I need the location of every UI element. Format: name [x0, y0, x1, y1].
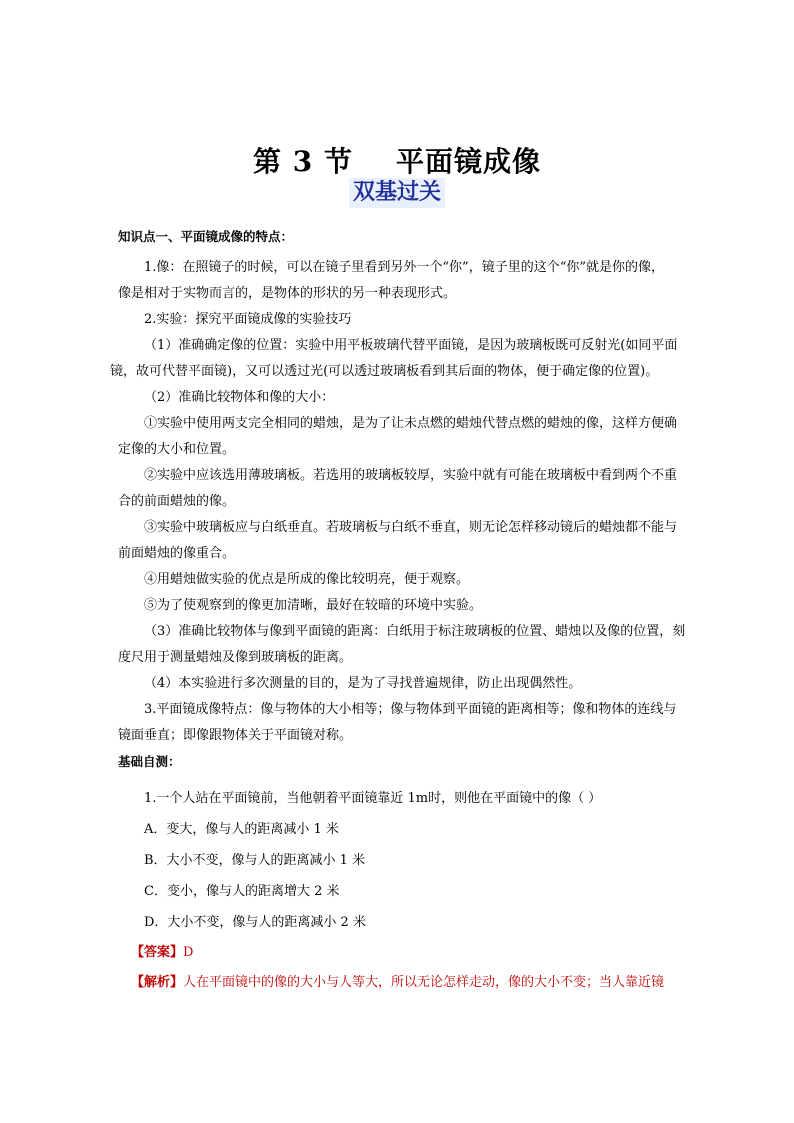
paragraph-1-line-1: 1.像：在照镜子的时候，可以在镜子里看到另外一个“你”，镜子里的这个“你”就是你的像， [144, 260, 664, 275]
answer-line [118, 938, 702, 968]
spacer [118, 775, 702, 783]
paragraph-7-line-2: 前面蜡烛的像重合。 [118, 546, 236, 561]
paragraph-4-line-1: （2）准确比较物体和像的大小： [144, 390, 335, 405]
subtitle-container [0, 178, 794, 208]
spacer [118, 245, 702, 255]
paragraph-5-line-1: ①实验中使用两支完全相同的蜡烛，是为了让未点燃的蜡烛代替点燃的蜡烛的像，这样方便确 [144, 416, 678, 431]
paragraph-3-line-1: （1）准确确定像的位置：实验中用平板玻璃代替平面镜，是因为玻璃板既可反射光(如同平面 [144, 338, 678, 353]
answer-label: 【答案】 [131, 945, 184, 960]
analysis-line [118, 968, 702, 998]
option-a: A．变大，像与人的距离减小 1 米 [144, 822, 339, 837]
question-stem: 1.一个人站在平面镜前，当他朝着平面镜靠近 1m时，则他在平面镜中的像（ ） [144, 791, 602, 806]
main-content [110, 228, 702, 998]
paragraph-10-line-2: 度尺用于测量蜡烛及像到玻璃板的距离。 [118, 650, 353, 665]
page-title: 第 3 节 平面镜成像 [253, 145, 541, 178]
paragraph-8-line-1: ④用蜡烛做实验的优点是所成的像比较明亮，便于观察。 [144, 572, 470, 587]
paragraph-12-line-2: 镜面垂直；即像跟物体关于平面镜对称。 [118, 728, 353, 743]
page-subtitle: 双基过关 [349, 178, 445, 208]
paragraph-3-line-2: 镜，故可代替平面镜)，又可以透过光(可以透过玻璃板看到其后面的物体，便于确定像的位置)。 [110, 364, 659, 379]
analysis-label: 【解析】 [131, 975, 184, 990]
paragraph-12-line-1: 3.平面镜成像特点：像与物体的大小相等；像与物体到平面镜的距离相等；像和物体的连线与 [144, 702, 677, 717]
self-test-heading: 基础自测： [118, 754, 181, 769]
option-d: D．大小不变，像与人的距离减小 2 米 [144, 915, 366, 930]
knowledge-point-heading: 知识点一、平面镜成像的特点： [118, 229, 294, 244]
paragraph-5-line-2: 定像的大小和位置。 [118, 442, 236, 457]
analysis-text: 人在平面镜中的像的大小与人等大，所以无论怎样走动，像的大小不变；当人靠近镜 [183, 975, 665, 990]
paragraph-2-line-1: 2.实验：探究平面镜成像的实验技巧 [144, 312, 352, 327]
answer-value: D [183, 945, 194, 960]
paragraph-6-line-1: ②实验中应该选用薄玻璃板。若选用的玻璃板较厚，实验中就有可能在玻璃板中看到两个不重 [144, 468, 678, 483]
option-b: B．大小不变，像与人的距离减小 1 米 [144, 853, 366, 868]
option-c: C．变小，像与人的距离增大 2 米 [144, 884, 340, 899]
paragraph-10-line-1: （3）准确比较物体与像到平面镜的距离：白纸用于标注玻璃板的位置、蜡烛以及像的位置，刻 [144, 624, 686, 639]
paragraph-9-line-1: ⑤为了使观察到的像更加清晰，最好在较暗的环境中实验。 [144, 598, 483, 613]
paragraph-1-line-2: 像是相对于实物而言的，是物体的形状的另一种表现形式。 [118, 286, 457, 301]
paragraph-11-line-1: （4）本实验进行多次测量的目的，是为了寻找普遍规律，防止出现偶然性。 [144, 676, 582, 691]
paragraph-7-line-1: ③实验中玻璃板应与白纸垂直。若玻璃板与白纸不垂直，则无论怎样移动镜后的蜡烛都不能与 [144, 520, 678, 535]
paragraph-6-line-2: 合的前面蜡烛的像。 [118, 494, 236, 509]
